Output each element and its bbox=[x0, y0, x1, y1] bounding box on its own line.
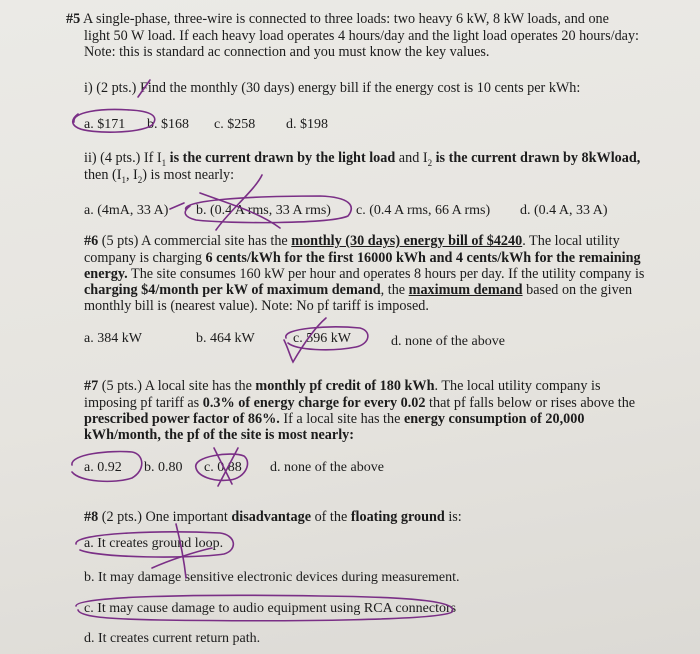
q7-option-d[interactable]: d. none of the above bbox=[270, 460, 384, 475]
q5i-option-b[interactable]: b. $168 bbox=[147, 117, 189, 132]
ink-tick-q5ii bbox=[170, 203, 184, 209]
q7-line4: kWh/month, the pf of the site is most nearly: bbox=[84, 427, 354, 443]
q7-number: #7 bbox=[84, 378, 99, 394]
q5ii-option-b[interactable]: b. (0.4 A rms, 33 A rms) bbox=[196, 203, 331, 218]
q6-line5: monthly bill is (nearest value). Note: No pf tariff is imposed. bbox=[84, 298, 429, 314]
q6-line4: charging $4/month per kW of maximum demand, the maximum demand based on the given bbox=[84, 282, 633, 298]
q5i-option-d[interactable]: d. $198 bbox=[286, 117, 328, 132]
q6-option-a[interactable]: a. 384 kW bbox=[84, 331, 142, 346]
q5-number: #5 bbox=[66, 11, 81, 27]
q7-option-b[interactable]: b. 0.80 bbox=[144, 460, 183, 475]
q7-line3: prescribed power factor of 86%. If a local site has the energy consumption of 20,000 bbox=[84, 411, 585, 427]
q8-line1: #8 (2 pts.) One important disadvantage of the floating ground is: bbox=[84, 509, 462, 525]
q5-part-ii-line2: then ($I_1$, $I_2$) is most nearly: bbox=[84, 167, 235, 185]
q5-part-ii-line1: ii) (4 pts.) If $I_1$ is the current drawn by the light load and $I_2$ is the current drawn by 8kWload, bbox=[84, 150, 641, 168]
q8-option-a[interactable]: a. It creates ground loop. bbox=[84, 536, 224, 551]
q6-line3: energy. The site consumes 160 kW per hour and operates 8 hours per day. If the utility company is bbox=[84, 266, 645, 282]
q5ii-option-d[interactable]: d. (0.4 A, 33 A) bbox=[520, 203, 608, 218]
q5-line2: light 50 W load. If each heavy load operates 4 hours/day and the light load operates 20 hours/day: bbox=[84, 28, 640, 44]
q6-number: #6 bbox=[84, 233, 99, 249]
q8-option-b[interactable]: b. It may damage sensitive electronic devices during measurement. bbox=[84, 570, 460, 585]
q6-option-d[interactable]: d. none of the above bbox=[391, 334, 505, 349]
q6-option-b[interactable]: b. 464 kW bbox=[196, 331, 255, 346]
q5i-option-c[interactable]: c. $258 bbox=[214, 117, 256, 132]
q5i-option-a[interactable]: a. $171 bbox=[84, 117, 126, 132]
q5ii-option-c[interactable]: c. (0.4 A rms, 66 A rms) bbox=[356, 203, 491, 218]
q7-option-c[interactable]: c. 0.88 bbox=[204, 460, 242, 475]
q6-line1: #6 (5 pts) A commercial site has the monthly (30 days) energy bill of $4240. The local utility bbox=[84, 233, 620, 249]
q5-line3: Note: this is standard ac connection and you must know the key values. bbox=[84, 44, 490, 60]
q5-part-i-question: i) (2 pts.) Find the monthly (30 days) energy bill if the energy cost is 10 cents per kWh: bbox=[84, 80, 581, 96]
q7-line1: #7 (5 pts.) A local site has the monthly pf credit of 180 kWh. The local utility company is bbox=[84, 378, 601, 394]
q8-number: #8 bbox=[84, 509, 99, 525]
q7-option-a[interactable]: a. 0.92 bbox=[84, 460, 122, 475]
q7-line2: imposing pf tariff as 0.3% of energy charge for every 0.02 that pf falls below or rises above the bbox=[84, 395, 636, 411]
q5ii-option-a[interactable]: a. (4mA, 33 A) bbox=[84, 203, 169, 218]
q6-option-c[interactable]: c. 596 kW bbox=[293, 331, 351, 346]
q5-line1: #5 A single-phase, three-wire is connected to three loads: two heavy 6 kW, 8 kW loads, and one bbox=[66, 11, 609, 27]
q6-line2: company is charging 6 cents/kWh for the first 16000 kWh and 4 cents/kWh for the remaining bbox=[84, 250, 641, 266]
q8-option-c[interactable]: c. It may cause damage to audio equipment using RCA connectors bbox=[84, 601, 457, 616]
q8-option-d[interactable]: d. It creates current return path. bbox=[84, 631, 261, 646]
